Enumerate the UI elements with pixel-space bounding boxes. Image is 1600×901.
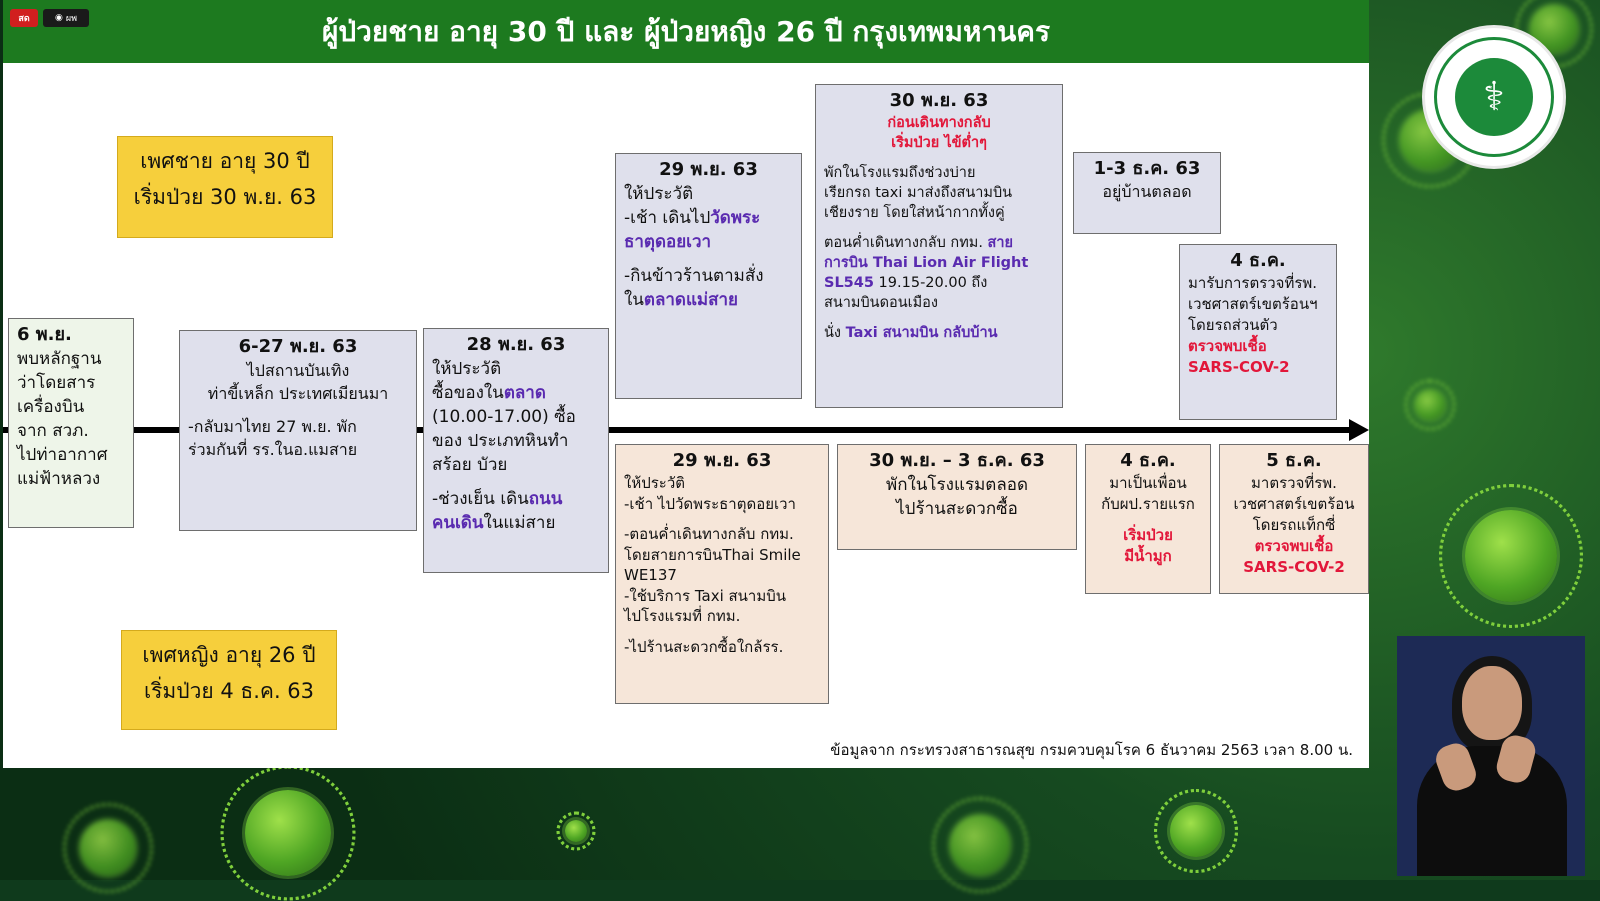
event-line: พักในโรงแรมตลอด: [886, 475, 1028, 495]
female-label-line2: เริ่มป่วย 4 ธ.ค. 63: [143, 679, 315, 703]
event-line: -กลับมาไทย 27 พ.ย. พัก: [188, 417, 357, 436]
event-line: ให้ประวัติ: [624, 184, 694, 204]
event-line: [824, 273, 1054, 293]
event-alert: มีน้ำมูก: [1124, 547, 1172, 565]
ministry-logo: [1425, 28, 1563, 166]
eye-icon: ◉: [54, 13, 63, 23]
event-alert: ก่อนเดินทางกลับ: [887, 115, 991, 131]
event-6-27-nov: [179, 330, 417, 531]
event-alert: ตรวจพบเชื้อ: [1188, 337, 1267, 355]
highlight-flight: SL545: [824, 275, 874, 291]
event-line: WE137: [624, 566, 677, 584]
event-1-3-dec: [1073, 152, 1221, 234]
event-line: เวชศาสตร์เขตร้อน: [1233, 495, 1355, 513]
event-30-nov-male: [815, 84, 1063, 408]
male-label-line2: เริ่มป่วย 30 พ.ย. 63: [133, 185, 317, 209]
source-note: ข้อมูลจาก กระทรวงสาธารณสุข กรมควบคุมโรค 6 ธันวาคม 2563 เวลา 8.00 น.: [830, 741, 1353, 759]
event-line: ร่วมกันที่ รร.ในอ.แมสาย: [188, 440, 358, 459]
event-line: (10.00-17.00) ซื้อ: [432, 407, 576, 427]
event-line: โดยสายการบินThai Smile: [624, 545, 801, 564]
virus-icon: [950, 815, 1010, 875]
event-line: จาก สวภ.: [17, 421, 89, 441]
event-text: นั่ง: [824, 325, 846, 341]
highlight-place: ถนน: [528, 489, 563, 509]
event-line: แม่ฟ้าหลวง: [17, 469, 101, 489]
event-line: ไปโรงแรมที่ กทม.: [624, 607, 741, 625]
event-date: 30 พ.ย. – 3 ธ.ค. 63: [869, 450, 1045, 471]
event-text: ซื้อของใน: [432, 383, 504, 403]
event-date: 1-3 ธ.ค. 63: [1093, 158, 1201, 179]
event-line: โดยรถส่วนตัว: [1188, 316, 1278, 334]
slide-title: ผู้ป่วยชาย อายุ 30 ปี และ ผู้ป่วยหญิง 26 ปี กรุงเทพมหานคร: [321, 14, 1051, 48]
event-date: 5 ธ.ค.: [1266, 450, 1322, 471]
event-line: มาเป็นเพื่อน: [1109, 474, 1187, 492]
virus-icon: [1465, 510, 1557, 602]
event-line: มารับการตรวจที่รพ.: [1188, 274, 1318, 292]
event-line: กับผป.รายแรก: [1101, 495, 1195, 513]
event-line: -กินข้าวร้านตามสั่ง: [624, 266, 764, 286]
event-line: -ตอนค่ำเดินทางกลับ กทม.: [624, 525, 794, 543]
event-date: 6 พ.ย.: [17, 324, 72, 345]
event-30-nov-3-dec: [837, 444, 1077, 550]
event-text: 19.15-20.00 ถึง: [873, 275, 988, 291]
event-line: [624, 206, 793, 230]
highlight-place: ธาตุดอยเวา: [624, 232, 712, 252]
event-5-dec: [1219, 444, 1369, 594]
event-4-dec-female: [1085, 444, 1211, 594]
sign-language-interpreter: [1397, 636, 1585, 876]
event-line: [624, 288, 793, 312]
event-line: โดยรถแท็กซี่: [1252, 516, 1336, 534]
event-line: [432, 381, 600, 405]
event-alert: เริ่มป่วย: [1123, 526, 1173, 544]
timeline-arrow-icon: [1349, 419, 1369, 441]
event-28-nov: [423, 328, 609, 573]
event-text: -ช่วงเย็น เดิน: [432, 489, 529, 509]
event-line: -ไปร้านสะดวกซื้อใกล้รร.: [624, 637, 784, 656]
highlight-place: Taxi สนามบิน กลับบ้าน: [845, 325, 998, 341]
event-alert: SARS-COV-2: [1243, 558, 1345, 576]
virus-icon: [1415, 390, 1445, 420]
event-4-dec-male: [1179, 244, 1337, 420]
event-date: 4 ธ.ค.: [1120, 450, 1176, 471]
event-date: 28 พ.ย. 63: [466, 334, 566, 355]
event-line: พบหลักฐาน: [17, 349, 102, 369]
event-date: 29 พ.ย. 63: [659, 159, 758, 180]
event-line: ไปสถานบันเทิง: [246, 361, 350, 380]
view-count-badge: [43, 9, 89, 27]
event-alert: ตรวจพบเชื้อ: [1254, 537, 1334, 555]
event-line: เรียกรถ taxi มาส่งถึงสนามบิน: [824, 185, 1013, 201]
event-line: [824, 233, 1054, 253]
event-line: [432, 487, 600, 511]
highlight-place: คนเดิน: [432, 513, 484, 533]
caduceus-icon: ⚕: [1455, 58, 1533, 136]
slide-title-bar: [3, 0, 1369, 63]
event-line: ไปท่าอากาศ: [17, 445, 108, 465]
event-line: -เช้า ไปวัดพระธาตุดอยเวา: [624, 494, 796, 513]
event-text: ตอนค่ำเดินทางกลับ กทม.: [824, 235, 988, 251]
event-29-nov-female: [615, 444, 829, 704]
event-date: 29 พ.ย. 63: [672, 450, 772, 471]
interpreter-face: [1462, 666, 1522, 740]
highlight-place: ตลาด: [503, 383, 546, 403]
event-line: เชียงราย โดยใส่หน้ากากทั้งคู่: [824, 205, 1005, 221]
event-line: อยู่บ้านตลอด: [1102, 182, 1192, 201]
event-alert: เริ่มป่วย ไข้ต่ำๆ: [891, 135, 987, 151]
event-date: 30 พ.ย. 63: [889, 90, 989, 111]
highlight-flight: การบิน Thai Lion Air Flight: [824, 255, 1029, 271]
event-date: 6-27 พ.ย. 63: [238, 336, 358, 357]
event-line: สนามบินดอนเมือง: [824, 295, 938, 311]
female-patient-label: [121, 630, 337, 730]
highlight-place: ตลาดแม่สาย: [643, 290, 739, 310]
event-alert: SARS-COV-2: [1188, 358, 1290, 376]
view-label: ผพ: [65, 14, 78, 24]
female-label-line1: เพศหญิง อายุ 26 ปี: [142, 643, 316, 667]
event-6-nov: [8, 318, 134, 528]
event-line: -ใช้บริการ Taxi สนามบิน: [624, 586, 787, 605]
event-line: มาตรวจที่รพ.: [1251, 474, 1337, 492]
virus-icon: [1170, 805, 1222, 857]
event-line: พักในโรงแรมถึงช่วงบ่าย: [824, 165, 976, 181]
event-line: เวชศาสตร์เขตร้อนฯ: [1188, 295, 1318, 313]
event-text: ใน: [624, 290, 644, 310]
highlight-place: วัดพระ: [710, 208, 761, 228]
timeline-slide: [3, 0, 1369, 768]
event-line: เครื่องบิน: [17, 397, 85, 417]
event-text: -เช้า เดินไป: [624, 208, 711, 228]
event-line: ว่าโดยสาร: [17, 373, 96, 393]
event-line: [824, 323, 1054, 343]
event-line: ให้ประวัติ: [432, 359, 502, 379]
male-patient-label: [117, 136, 333, 238]
event-line: ท่าขี้เหล็ก ประเทศเมียนมา: [207, 384, 389, 403]
male-label-line1: เพศชาย อายุ 30 ปี: [140, 149, 310, 173]
event-text: ในแม่สาย: [483, 513, 556, 533]
virus-icon: [565, 820, 587, 842]
virus-icon: [245, 790, 331, 876]
event-line: ไปร้านสะดวกซื้อ: [896, 499, 1018, 519]
event-line: ของ ประเภทหินทำ: [432, 431, 569, 451]
event-line: ให้ประวัติ: [624, 474, 686, 492]
event-line: สร้อย บัวย: [432, 455, 508, 475]
highlight-flight: สาย: [987, 235, 1014, 251]
virus-icon: [80, 820, 136, 876]
live-badge: สด: [10, 9, 38, 27]
event-29-nov-male: [615, 153, 802, 399]
event-date: 4 ธ.ค.: [1230, 250, 1286, 271]
event-line: [432, 511, 600, 535]
